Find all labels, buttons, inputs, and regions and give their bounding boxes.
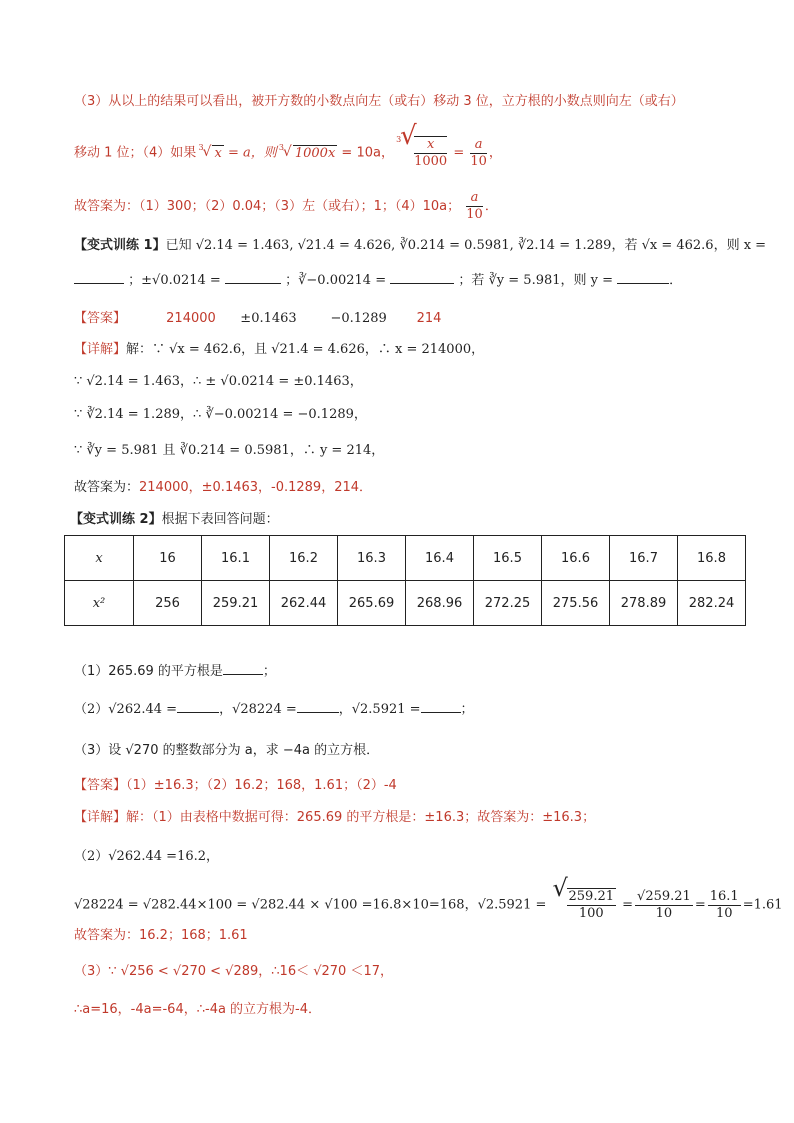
v2-detail-4 <box>74 962 393 982</box>
blank <box>74 270 124 284</box>
answer-1-text: 故答案为：（1）300；（2）0.04；（3）左（或右）；1；（4）10a； <box>74 199 461 214</box>
v1-question-text: 已知 √2.14 = 1.463, √21.4 = 4.626, ∛0.214 = 0.5981, ∛2.14 = 1.289，若 √x = 462.6，则 x = <box>165 238 767 253</box>
v2-detail-1-text: 解：（1）由表格中数据可得：265.69 的平方根是：±16.3；故答案为：±16.3； <box>126 810 596 825</box>
v2-q1-text: （1）265.69 的平方根是 <box>74 664 223 679</box>
v2-answer <box>74 776 397 796</box>
blank <box>177 699 219 713</box>
blank <box>617 270 669 284</box>
frac-a-10: $\frac{a}{10}$ <box>470 136 487 169</box>
v2-q2: （2）√262.44 = ，√28224 = ，√2.5921 = ； <box>74 699 474 720</box>
detail-tag: 【详解】 <box>74 810 127 825</box>
table-head-x2: x² <box>65 581 134 626</box>
table-cell: 16 <box>134 536 202 581</box>
table-cell: 16.6 <box>542 536 610 581</box>
table-cell: 259.21 <box>202 581 270 626</box>
v2-answer-text: （1）±16.3；（2）16.2；168，1.61；（2）-4 <box>126 778 397 793</box>
table-cell: 16.3 <box>338 536 406 581</box>
table-cell: 275.56 <box>542 581 610 626</box>
v1-final <box>74 478 372 498</box>
table-cell: 268.96 <box>406 581 474 626</box>
v2-title-text: 根据下表回答问题： <box>161 512 279 527</box>
v1-detail-1-text: 解：∵ √x = 462.6，且 √21.4 = 4.626，∴ x = 214000， <box>126 342 485 357</box>
table-cell: 16.1 <box>202 536 270 581</box>
frac-sqrt: $\frac{√259.21}{10}$ <box>637 888 691 921</box>
v2-final: 故答案为：16.2；168；1.61 <box>74 928 248 943</box>
v2-detail-2: （2）√262.44 =16.2， <box>74 849 220 864</box>
para-4: 移动 1 位；（4）如果 3 √ x = a，则 3 √ 1000x = 10a， 3 √ $\frac{x}{1000}$ = $\frac{a}{10}$ ， <box>74 121 502 169</box>
squares-table <box>64 535 746 626</box>
final-prefix: 故答案为： <box>74 480 140 495</box>
table-cell: 282.24 <box>678 581 746 626</box>
v2-detail-3-text: √28224 = √282.44×100 = √282.44 × √100 =16.8×10=168，√2.5921 = <box>74 897 547 913</box>
answer-tag: 【答案】 <box>74 778 127 793</box>
v2-q2-text: （2）√262.44 = <box>74 702 178 717</box>
v2-detail-4-text: （3）∵ √256 < √270 < √289，∴16＜ √270 ＜17， <box>74 964 393 979</box>
v2-title <box>70 510 279 530</box>
v2-tag: 【变式训练 2】 <box>70 512 162 527</box>
blank <box>390 270 454 284</box>
table-cell: 16.5 <box>474 536 542 581</box>
v2-q1: （1）265.69 的平方根是 ； <box>74 661 276 682</box>
v1-q4: ；若 ∛y = 5.981，则 y = <box>458 273 614 288</box>
frac-16-1: $\frac{16.1}{10}$ <box>709 888 739 921</box>
v1-detail-3: ∵ ∛2.14 = 1.289，∴ ∛−0.00214 = −0.1289， <box>74 407 367 422</box>
eq-a: = a，则 <box>227 145 281 161</box>
table-cell: 265.69 <box>338 581 406 626</box>
v1-final-text: 214000，±0.1463，-0.1289，214． <box>139 480 373 495</box>
blank <box>297 699 339 713</box>
v1-tag: 【变式训练 1】 <box>74 238 166 253</box>
detail-tag: 【详解】 <box>74 342 127 357</box>
v1-question-2: ；±√0.0214 = ；∛−0.00214 = ；若 ∛y = 5.981，则 y = ． <box>74 270 682 291</box>
v1-question <box>74 236 766 256</box>
cube-root-frac: 3 √ $\frac{x}{1000}$ <box>396 121 448 169</box>
table-cell: 256 <box>134 581 202 626</box>
table-cell: 16.8 <box>678 536 746 581</box>
table-row <box>65 581 746 626</box>
cube-root-x: 3 √ x <box>198 142 222 161</box>
v2-detail-5: ∴a=16，-4a=-64，∴-4a 的立方根为-4． <box>74 1002 322 1017</box>
v1-answer-3: −0.1289 <box>330 311 387 326</box>
v1-detail-2: ∵ √2.14 = 1.463，∴ ± √0.0214 = ±0.1463， <box>74 374 363 389</box>
table-cell: 262.44 <box>270 581 338 626</box>
v1-detail-1 <box>74 340 484 360</box>
v1-q3: ；∛−0.00214 = <box>285 273 387 288</box>
v1-answer-1: 214000 <box>166 311 216 326</box>
v1-answer-2: ±0.1463 <box>240 311 297 326</box>
v1-answer-4: 214 <box>416 311 442 326</box>
answer-1: 故答案为：（1）300；（2）0.04；（3）左（或右）；1；（4）10a； $\frac{a}{10}$ ． <box>74 190 498 222</box>
v2-q3: （3）设 √270 的整数部分为 a，求 −4a 的立方根． <box>74 743 380 758</box>
answer-1-frac: $\frac{a}{10}$ <box>466 190 483 222</box>
table-cell: 272.25 <box>474 581 542 626</box>
blank <box>223 661 263 675</box>
table-row <box>65 536 746 581</box>
v1-answer <box>74 309 441 329</box>
v2-detail-3b: =1.61 <box>742 897 783 913</box>
answer-tag: 【答案】 <box>74 311 127 326</box>
blank <box>225 270 281 284</box>
v1-q2: ；±√0.0214 = <box>128 273 221 288</box>
v2-q2b: ，√28224 = <box>219 702 297 717</box>
v2-detail-1 <box>74 808 595 828</box>
para-4-text: 移动 1 位；（4）如果 <box>74 145 201 161</box>
table-cell: 16.2 <box>270 536 338 581</box>
eq-10a: = 10a， <box>341 145 394 161</box>
table-cell: 16.7 <box>610 536 678 581</box>
v2-q2c: ，√2.5921 = <box>338 702 421 717</box>
table-head-x: x <box>65 536 134 581</box>
sqrt-frac: √ $\frac{259.21}{100}$ <box>552 874 615 921</box>
blank <box>421 699 461 713</box>
cube-root-1000x: 3 √ 1000x <box>278 142 336 161</box>
table-cell: 278.89 <box>610 581 678 626</box>
table-cell: 16.4 <box>406 536 474 581</box>
para-3: （3）从以上的结果可以看出，被开方数的小数点向左（或右）移动 3 位，立方根的小数点则向左（或右） <box>74 94 684 109</box>
v2-detail-3: √28224 = √282.44×100 = √282.44 × √100 =16.8×10=168，√2.5921 = √ $\frac{259.21}{100}$ = $\frac{√259.21}{10}$ = $\frac{16.1}{10}$ =1.61 <box>74 874 783 921</box>
v1-detail-4: ∵ ∛y = 5.981 且 ∛0.214 = 0.5981，∴ y = 214， <box>74 443 385 458</box>
